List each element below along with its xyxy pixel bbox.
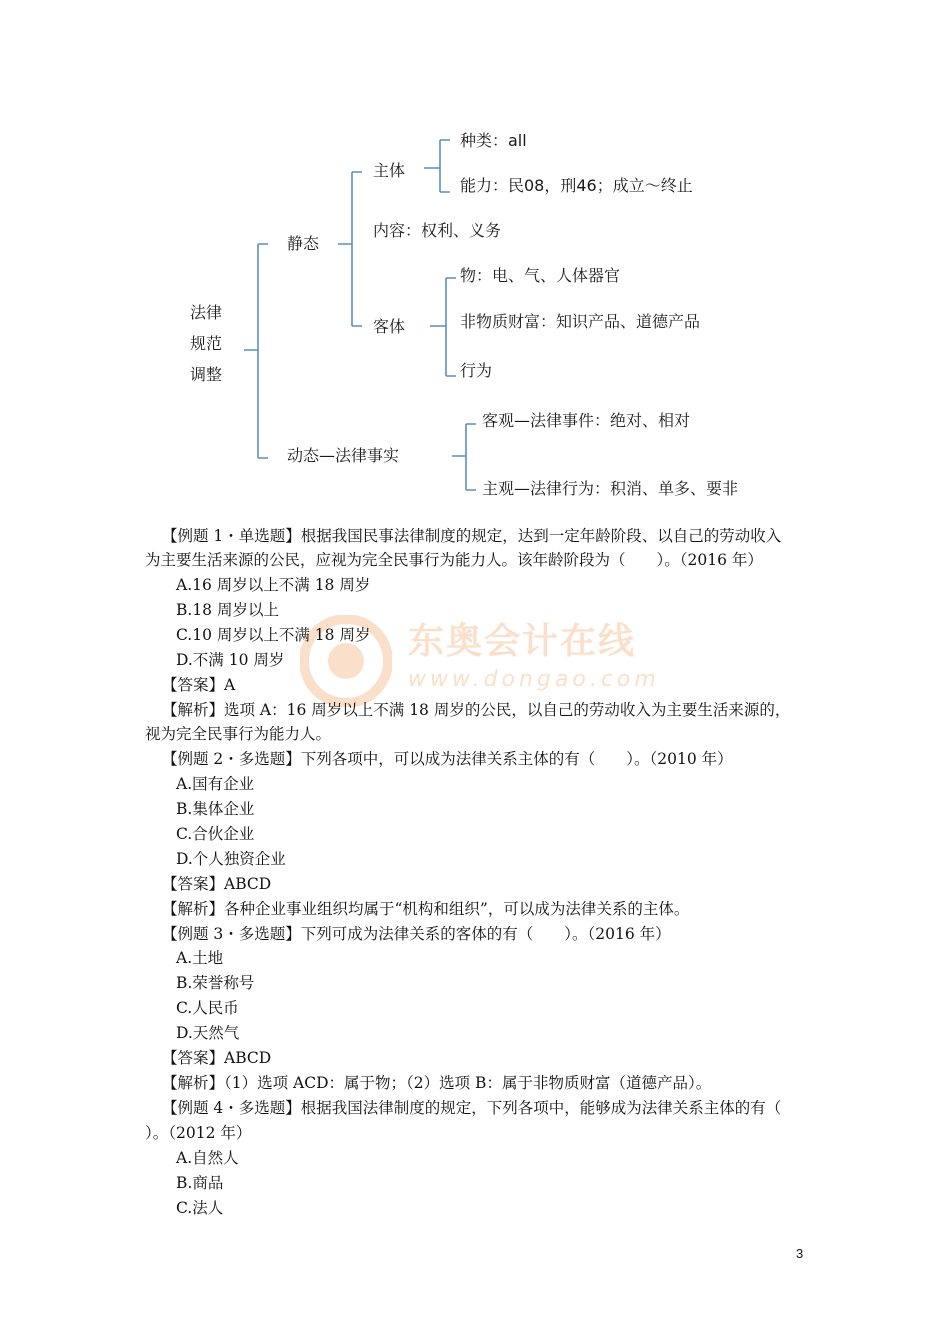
q1-stem-line-1: 【例题 1・单选题】根据我国民事法律制度的规定，达到一定年龄阶段、以自己的劳动收入: [162, 527, 782, 545]
mindmap-subjective: 主观—法律行为：积消、单多、要非: [482, 479, 739, 498]
q3-analysis: 【解析】（1）选项 ACD：属于物；（2）选项 B：属于非物质财富（道德产品）。: [162, 1074, 712, 1092]
q3-stem: 【例题 3・多选题】下列可成为法律关系的客体的有（ ）。（2016 年）: [162, 925, 671, 943]
mindmap-root-line-1: 法律: [190, 303, 223, 322]
mindmap-dynamic: 动态—法律事实: [287, 446, 400, 465]
mindmap-content: 内容：权利、义务: [373, 221, 502, 240]
q3-answer: 【答案】ABCD: [162, 1049, 272, 1067]
mindmap-subject-capacity: 能力：民08，刑46；成立～终止: [460, 176, 693, 195]
q3-option-a: A.土地: [176, 949, 224, 967]
q2-analysis: 【解析】各种企业事业组织均属于“机构和组织”，可以成为法律关系的主体。: [162, 900, 690, 918]
q1-stem-line-2: 为主要生活来源的公民，应视为完全民事行为能力人。该年龄阶段为（ ）。（2016 年）: [145, 551, 763, 569]
mindmap-brackets: [0, 0, 950, 520]
q1-option-a: A.16 周岁以上不满 18 周岁: [176, 576, 371, 594]
q1-option-d: D.不满 10 周岁: [176, 651, 285, 669]
q4-option-a: A.自然人: [176, 1149, 239, 1167]
q1-analysis-line-1: 【解析】选项 A：16 周岁以上不满 18 周岁的公民，以自己的劳动收入为主要生活来源的，: [162, 701, 791, 719]
q2-stem: 【例题 2・多选题】下列各项中，可以成为法律关系主体的有（ ）。（2010 年）: [162, 750, 733, 768]
q4-option-b: B.商品: [176, 1174, 224, 1192]
q3-option-d: D.天然气: [176, 1024, 240, 1042]
q3-option-b: B.荣誉称号: [176, 974, 255, 992]
mindmap-static: 静态: [287, 234, 320, 253]
q2-answer: 【答案】ABCD: [162, 875, 272, 893]
q3-option-c: C.人民币: [176, 999, 239, 1017]
q2-option-a: A.国有企业: [176, 775, 255, 793]
mindmap-subject-types: 种类：all: [460, 131, 527, 150]
mindmap-object-acts: 行为: [460, 361, 493, 380]
q1-option-c: C.10 周岁以上不满 18 周岁: [176, 626, 371, 644]
q2-option-c: C.合伙企业: [176, 825, 255, 843]
q4-stem-line-2: ）。（2012 年）: [145, 1124, 252, 1142]
q1-answer: 【答案】A: [162, 676, 236, 694]
mindmap-object-things: 物：电、气、人体器官: [460, 266, 621, 285]
mindmap-objective: 客观—法律事件：绝对、相对: [482, 411, 691, 430]
q2-option-d: D.个人独资企业: [176, 850, 286, 868]
q4-stem-line-1: 【例题 4・多选题】根据我国法律制度的规定，下列各项中，能够成为法律关系主体的有（: [162, 1099, 782, 1117]
mindmap-object: 客体: [373, 317, 406, 336]
page-number: 3: [796, 1246, 804, 1261]
q4-option-c: C.法人: [176, 1199, 224, 1217]
watermark-brand: 东奥会计在线: [408, 621, 637, 662]
mindmap-root-line-3: 调整: [190, 365, 223, 384]
q1-analysis-line-2: 视为完全民事行为能力人。: [145, 725, 332, 743]
mindmap-subject: 主体: [373, 161, 406, 180]
watermark-url: www.dongao.com: [408, 667, 660, 692]
q1-option-b: B.18 周岁以上: [176, 601, 279, 619]
q2-option-b: B.集体企业: [176, 800, 255, 818]
mindmap-root-line-2: 规范: [190, 334, 223, 353]
mindmap-object-nonmaterial: 非物质财富：知识产品、道德产品: [460, 312, 701, 331]
